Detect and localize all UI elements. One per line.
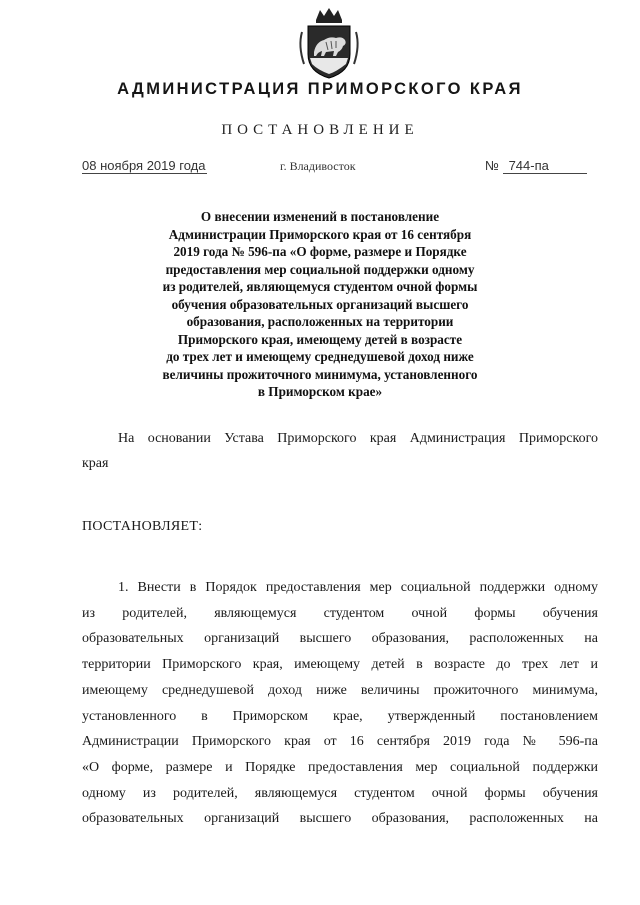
document-city: г. Владивосток xyxy=(280,159,356,173)
item-1-paragraph xyxy=(82,575,598,832)
title-line: О внесении изменений в постановление xyxy=(200,209,440,224)
resolves-heading: ПОСТАНОВЛЯЕТ: xyxy=(82,519,203,534)
title-line: Приморского края, имеющему детей в возрасте xyxy=(177,331,463,347)
item-line: одному из родителей, являющемуся студентом очной формы обучения xyxy=(82,785,598,801)
item-line: Администрации Приморского края от 16 сентября 2019 года № 596-па xyxy=(82,734,598,750)
item-line: «О форме, размере и Порядке предоставления мер социальной поддержки xyxy=(82,759,598,775)
title-line: обучения образовательных организаций высшего xyxy=(171,296,469,312)
item-line: 1. Внести в Порядок предоставления мер социальной поддержки одному xyxy=(118,580,598,595)
number-value: 744-па xyxy=(503,158,587,174)
item-line: образовательных организаций высшего образования, расположенных на xyxy=(82,811,598,827)
coat-of-arms-emblem xyxy=(296,6,362,82)
title-line: из родителей, являющемуся студентом очной формы xyxy=(162,279,478,294)
title-line: Администрации Приморского края от 16 сентября xyxy=(168,226,472,242)
title-line: 2019 года № 596-па «О форме, размере и Порядке xyxy=(173,244,467,259)
basis-line: края xyxy=(82,456,109,471)
item-line: территории Приморского края, имеющему детей в возрасте до трех лет и xyxy=(82,657,598,673)
basis-line: На основании Устава Приморского края Администрация Приморского xyxy=(118,431,598,446)
title-line: образования, расположенных на территории xyxy=(186,314,454,329)
document-title xyxy=(100,208,540,401)
organization-title: АДМИНИСТРАЦИЯ ПРИМОРСКОГО КРАЯ xyxy=(117,80,523,98)
item-line: установленного в Приморском крае, утвержденный постановлением xyxy=(82,708,598,724)
document-date: 08 ноября 2019 года xyxy=(82,158,206,173)
title-line: предоставления мер социальной поддержки одному xyxy=(165,261,475,277)
document-type: ПОСТАНОВЛЕНИЕ xyxy=(221,122,419,138)
number-prefix: № xyxy=(485,158,499,173)
item-line: образовательных организаций высшего образования, расположенных на xyxy=(82,631,598,647)
document-number xyxy=(485,158,587,174)
item-line: имеющему среднедушевой доход ниже величины прожиточного минимума, xyxy=(82,682,598,698)
item-line: из родителей, являющемуся студентом очной формы обучения xyxy=(82,605,598,621)
title-line: в Приморском крае» xyxy=(257,384,383,399)
title-line: до трех лет и имеющему среднедушевой доход ниже xyxy=(166,349,474,364)
title-line: величины прожиточного минимума, установленного xyxy=(162,366,478,382)
basis-paragraph xyxy=(82,431,598,472)
